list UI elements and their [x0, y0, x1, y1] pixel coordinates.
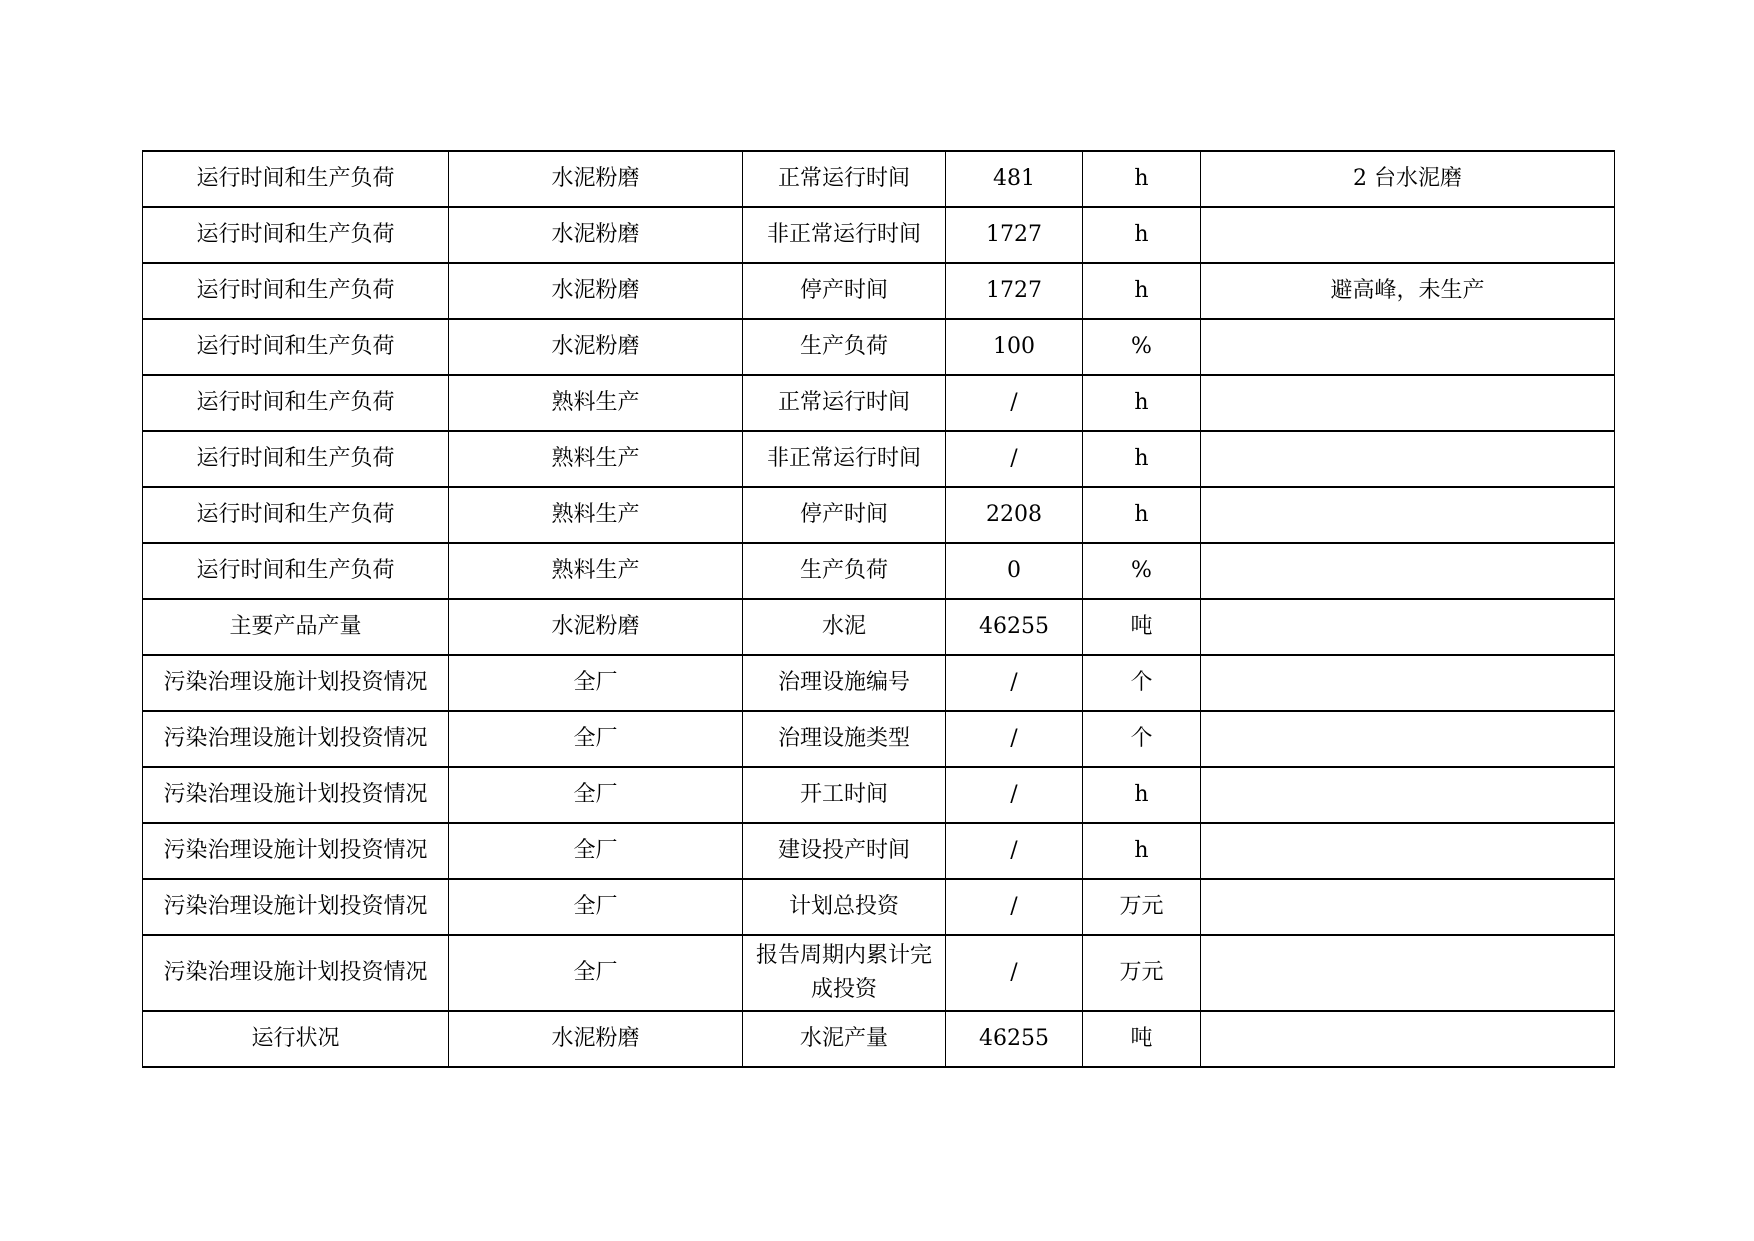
table-row	[143, 599, 1615, 655]
table-row	[143, 431, 1615, 487]
cell-unit: 万元	[1083, 879, 1201, 935]
cell-facility: 水泥粉磨	[449, 151, 743, 207]
cell-value: 1727	[946, 207, 1083, 263]
cell-category: 主要产品产量	[143, 599, 449, 655]
cell-value: /	[946, 655, 1083, 711]
cell-remark	[1201, 1011, 1615, 1067]
table-row	[143, 319, 1615, 375]
cell-remark	[1201, 375, 1615, 431]
cell-unit: 个	[1083, 711, 1201, 767]
table-row	[143, 935, 1615, 1011]
cell-unit: h	[1083, 823, 1201, 879]
cell-item: 正常运行时间	[743, 151, 946, 207]
cell-unit: %	[1083, 543, 1201, 599]
cell-unit: h	[1083, 375, 1201, 431]
table-row	[143, 487, 1615, 543]
cell-item: 生产负荷	[743, 543, 946, 599]
cell-remark	[1201, 655, 1615, 711]
table-row	[143, 767, 1615, 823]
cell-remark	[1201, 543, 1615, 599]
table-row	[143, 711, 1615, 767]
cell-category: 污染治理设施计划投资情况	[143, 823, 449, 879]
cell-facility: 熟料生产	[449, 487, 743, 543]
cell-item: 非正常运行时间	[743, 207, 946, 263]
cell-facility: 全厂	[449, 823, 743, 879]
cell-facility: 熟料生产	[449, 543, 743, 599]
cell-remark	[1201, 711, 1615, 767]
table-row	[143, 263, 1615, 319]
cell-value: /	[946, 767, 1083, 823]
cell-value: /	[946, 823, 1083, 879]
cell-item: 开工时间	[743, 767, 946, 823]
report-table-container	[142, 150, 1615, 1068]
cell-remark	[1201, 879, 1615, 935]
cell-item: 水泥	[743, 599, 946, 655]
cell-remark	[1201, 823, 1615, 879]
cell-item: 正常运行时间	[743, 375, 946, 431]
cell-unit: h	[1083, 151, 1201, 207]
cell-facility: 全厂	[449, 767, 743, 823]
cell-value: 100	[946, 319, 1083, 375]
report-table	[142, 150, 1615, 1068]
cell-item: 停产时间	[743, 487, 946, 543]
cell-category: 污染治理设施计划投资情况	[143, 935, 449, 1011]
cell-remark	[1201, 431, 1615, 487]
cell-value: /	[946, 375, 1083, 431]
table-row	[143, 207, 1615, 263]
cell-item: 非正常运行时间	[743, 431, 946, 487]
table-row	[143, 655, 1615, 711]
cell-value: 46255	[946, 599, 1083, 655]
table-body	[143, 151, 1615, 1067]
cell-remark	[1201, 767, 1615, 823]
cell-category: 运行状况	[143, 1011, 449, 1067]
cell-unit: h	[1083, 767, 1201, 823]
cell-facility: 水泥粉磨	[449, 207, 743, 263]
cell-remark	[1201, 207, 1615, 263]
cell-item: 水泥产量	[743, 1011, 946, 1067]
cell-value: /	[946, 935, 1083, 1011]
table-row	[143, 543, 1615, 599]
cell-category: 运行时间和生产负荷	[143, 151, 449, 207]
cell-value: /	[946, 879, 1083, 935]
cell-facility: 水泥粉磨	[449, 1011, 743, 1067]
cell-facility: 全厂	[449, 879, 743, 935]
cell-unit: %	[1083, 319, 1201, 375]
table-row	[143, 151, 1615, 207]
cell-value: 2208	[946, 487, 1083, 543]
cell-unit: h	[1083, 263, 1201, 319]
cell-facility: 水泥粉磨	[449, 599, 743, 655]
cell-remark: 2 台水泥磨	[1201, 151, 1615, 207]
cell-remark	[1201, 935, 1615, 1011]
cell-facility: 全厂	[449, 711, 743, 767]
cell-item: 计划总投资	[743, 879, 946, 935]
cell-item: 治理设施类型	[743, 711, 946, 767]
cell-category: 运行时间和生产负荷	[143, 375, 449, 431]
table-row	[143, 1011, 1615, 1067]
cell-value: /	[946, 711, 1083, 767]
cell-facility: 熟料生产	[449, 431, 743, 487]
cell-category: 污染治理设施计划投资情况	[143, 711, 449, 767]
cell-item: 报告周期内累计完成投资	[743, 935, 946, 1011]
cell-unit: h	[1083, 207, 1201, 263]
cell-category: 运行时间和生产负荷	[143, 319, 449, 375]
cell-unit: 吨	[1083, 599, 1201, 655]
cell-unit: h	[1083, 431, 1201, 487]
cell-unit: 吨	[1083, 1011, 1201, 1067]
table-row	[143, 375, 1615, 431]
cell-item: 生产负荷	[743, 319, 946, 375]
cell-category: 污染治理设施计划投资情况	[143, 655, 449, 711]
cell-facility: 全厂	[449, 935, 743, 1011]
cell-unit: h	[1083, 487, 1201, 543]
cell-value: 481	[946, 151, 1083, 207]
cell-category: 污染治理设施计划投资情况	[143, 879, 449, 935]
cell-item: 停产时间	[743, 263, 946, 319]
cell-category: 运行时间和生产负荷	[143, 487, 449, 543]
cell-remark	[1201, 487, 1615, 543]
cell-remark	[1201, 599, 1615, 655]
cell-value: 46255	[946, 1011, 1083, 1067]
cell-unit: 万元	[1083, 935, 1201, 1011]
cell-value: 1727	[946, 263, 1083, 319]
table-row	[143, 823, 1615, 879]
table-row	[143, 879, 1615, 935]
cell-facility: 水泥粉磨	[449, 263, 743, 319]
cell-unit: 个	[1083, 655, 1201, 711]
cell-facility: 全厂	[449, 655, 743, 711]
cell-item: 治理设施编号	[743, 655, 946, 711]
cell-category: 运行时间和生产负荷	[143, 543, 449, 599]
cell-value: 0	[946, 543, 1083, 599]
cell-remark	[1201, 319, 1615, 375]
cell-item: 建设投产时间	[743, 823, 946, 879]
cell-category: 运行时间和生产负荷	[143, 263, 449, 319]
cell-category: 运行时间和生产负荷	[143, 431, 449, 487]
cell-remark: 避高峰，未生产	[1201, 263, 1615, 319]
cell-category: 运行时间和生产负荷	[143, 207, 449, 263]
cell-value: /	[946, 431, 1083, 487]
cell-category: 污染治理设施计划投资情况	[143, 767, 449, 823]
cell-facility: 熟料生产	[449, 375, 743, 431]
cell-facility: 水泥粉磨	[449, 319, 743, 375]
